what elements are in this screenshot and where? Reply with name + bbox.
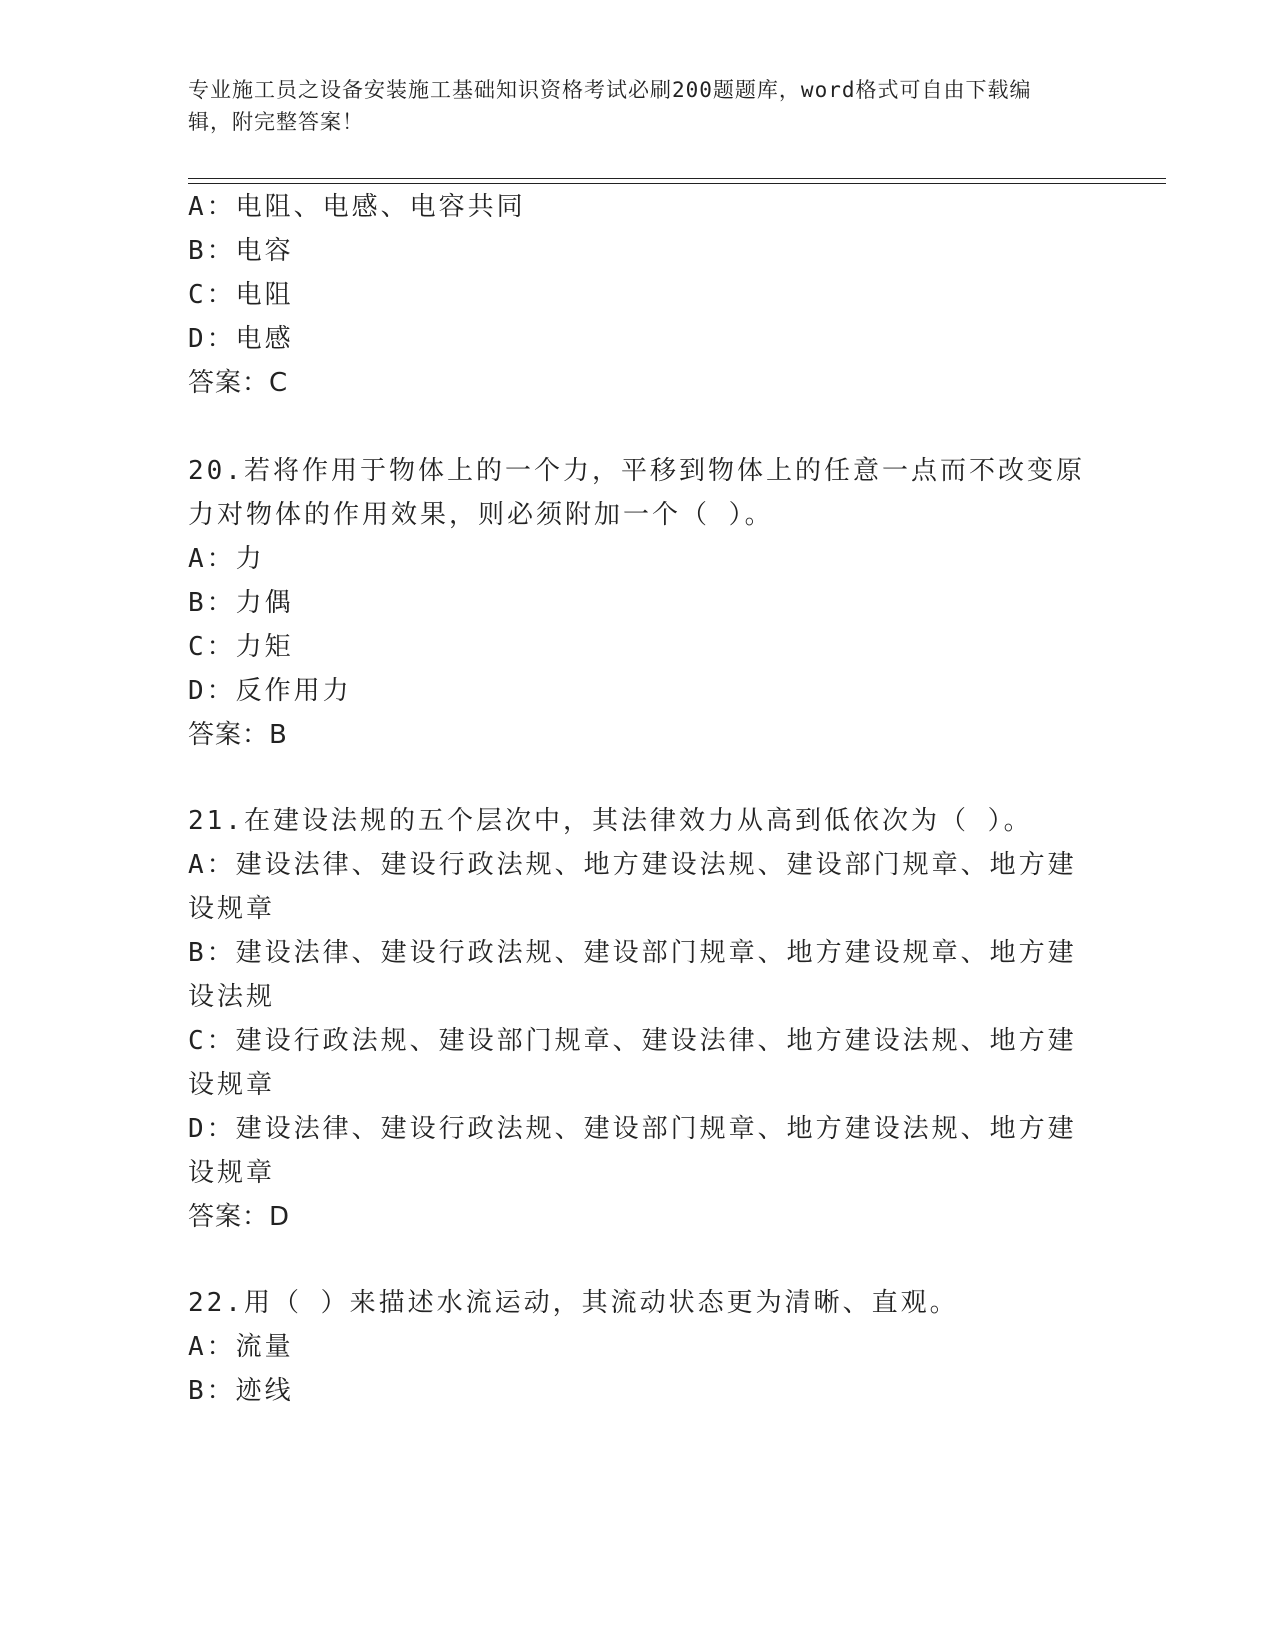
q21-option-d-line-1: D：建设法律、建设行政法规、建设部门规章、地方建设法规、地方建	[188, 1114, 1077, 1144]
q21-option-d-line-2: 设规章	[188, 1158, 276, 1188]
q22-option-a: A：流量	[188, 1332, 294, 1362]
q20-option-a: A：力	[188, 544, 265, 574]
q21-stem: 21.在建设法规的五个层次中，其法律效力从高到低依次为（ ）。	[188, 806, 1033, 836]
q21-option-c-line-1: C：建设行政法规、建设部门规章、建设法律、地方建设法规、地方建	[188, 1026, 1077, 1056]
q21-option-a-line-2: 设规章	[188, 894, 276, 924]
q21-option-b-line-1: B：建设法律、建设行政法规、建设部门规章、地方建设规章、地方建	[188, 938, 1077, 968]
header-divider-top	[188, 178, 1166, 179]
q19-option-d: D：电感	[188, 324, 294, 354]
q20-option-c: C：力矩	[188, 632, 294, 662]
q19-option-b: B：电容	[188, 236, 294, 266]
q19-option-a: A：电阻、电感、电容共同	[188, 192, 526, 222]
q21-option-b-line-2: 设法规	[188, 982, 276, 1012]
q21-answer: 答案：D	[188, 1202, 291, 1232]
q19-option-c: C：电阻	[188, 280, 294, 310]
q20-option-d: D：反作用力	[188, 676, 352, 706]
document-header: 专业施工员之设备安装施工基础知识资格考试必刷200题题库，word格式可自由下载编辑，附完整答案！	[188, 78, 1032, 134]
q20-answer: 答案：B	[188, 720, 288, 750]
q22-option-b: B：迹线	[188, 1376, 294, 1406]
q20-stem-line-1: 20.若将作用于物体上的一个力，平移到物体上的任意一点而不改变原	[188, 456, 1085, 486]
q22-stem: 22.用（ ）来描述水流运动，其流动状态更为清晰、直观。	[188, 1288, 959, 1318]
q20-option-b: B：力偶	[188, 588, 294, 618]
q21-option-a-line-1: A：建设法律、建设行政法规、地方建设法规、建设部门规章、地方建	[188, 850, 1077, 880]
q20-stem-line-2: 力对物体的作用效果，则必须附加一个（ ）。	[188, 500, 774, 530]
q19-answer: 答案：C	[188, 368, 289, 398]
q21-option-c-line-2: 设规章	[188, 1070, 276, 1100]
